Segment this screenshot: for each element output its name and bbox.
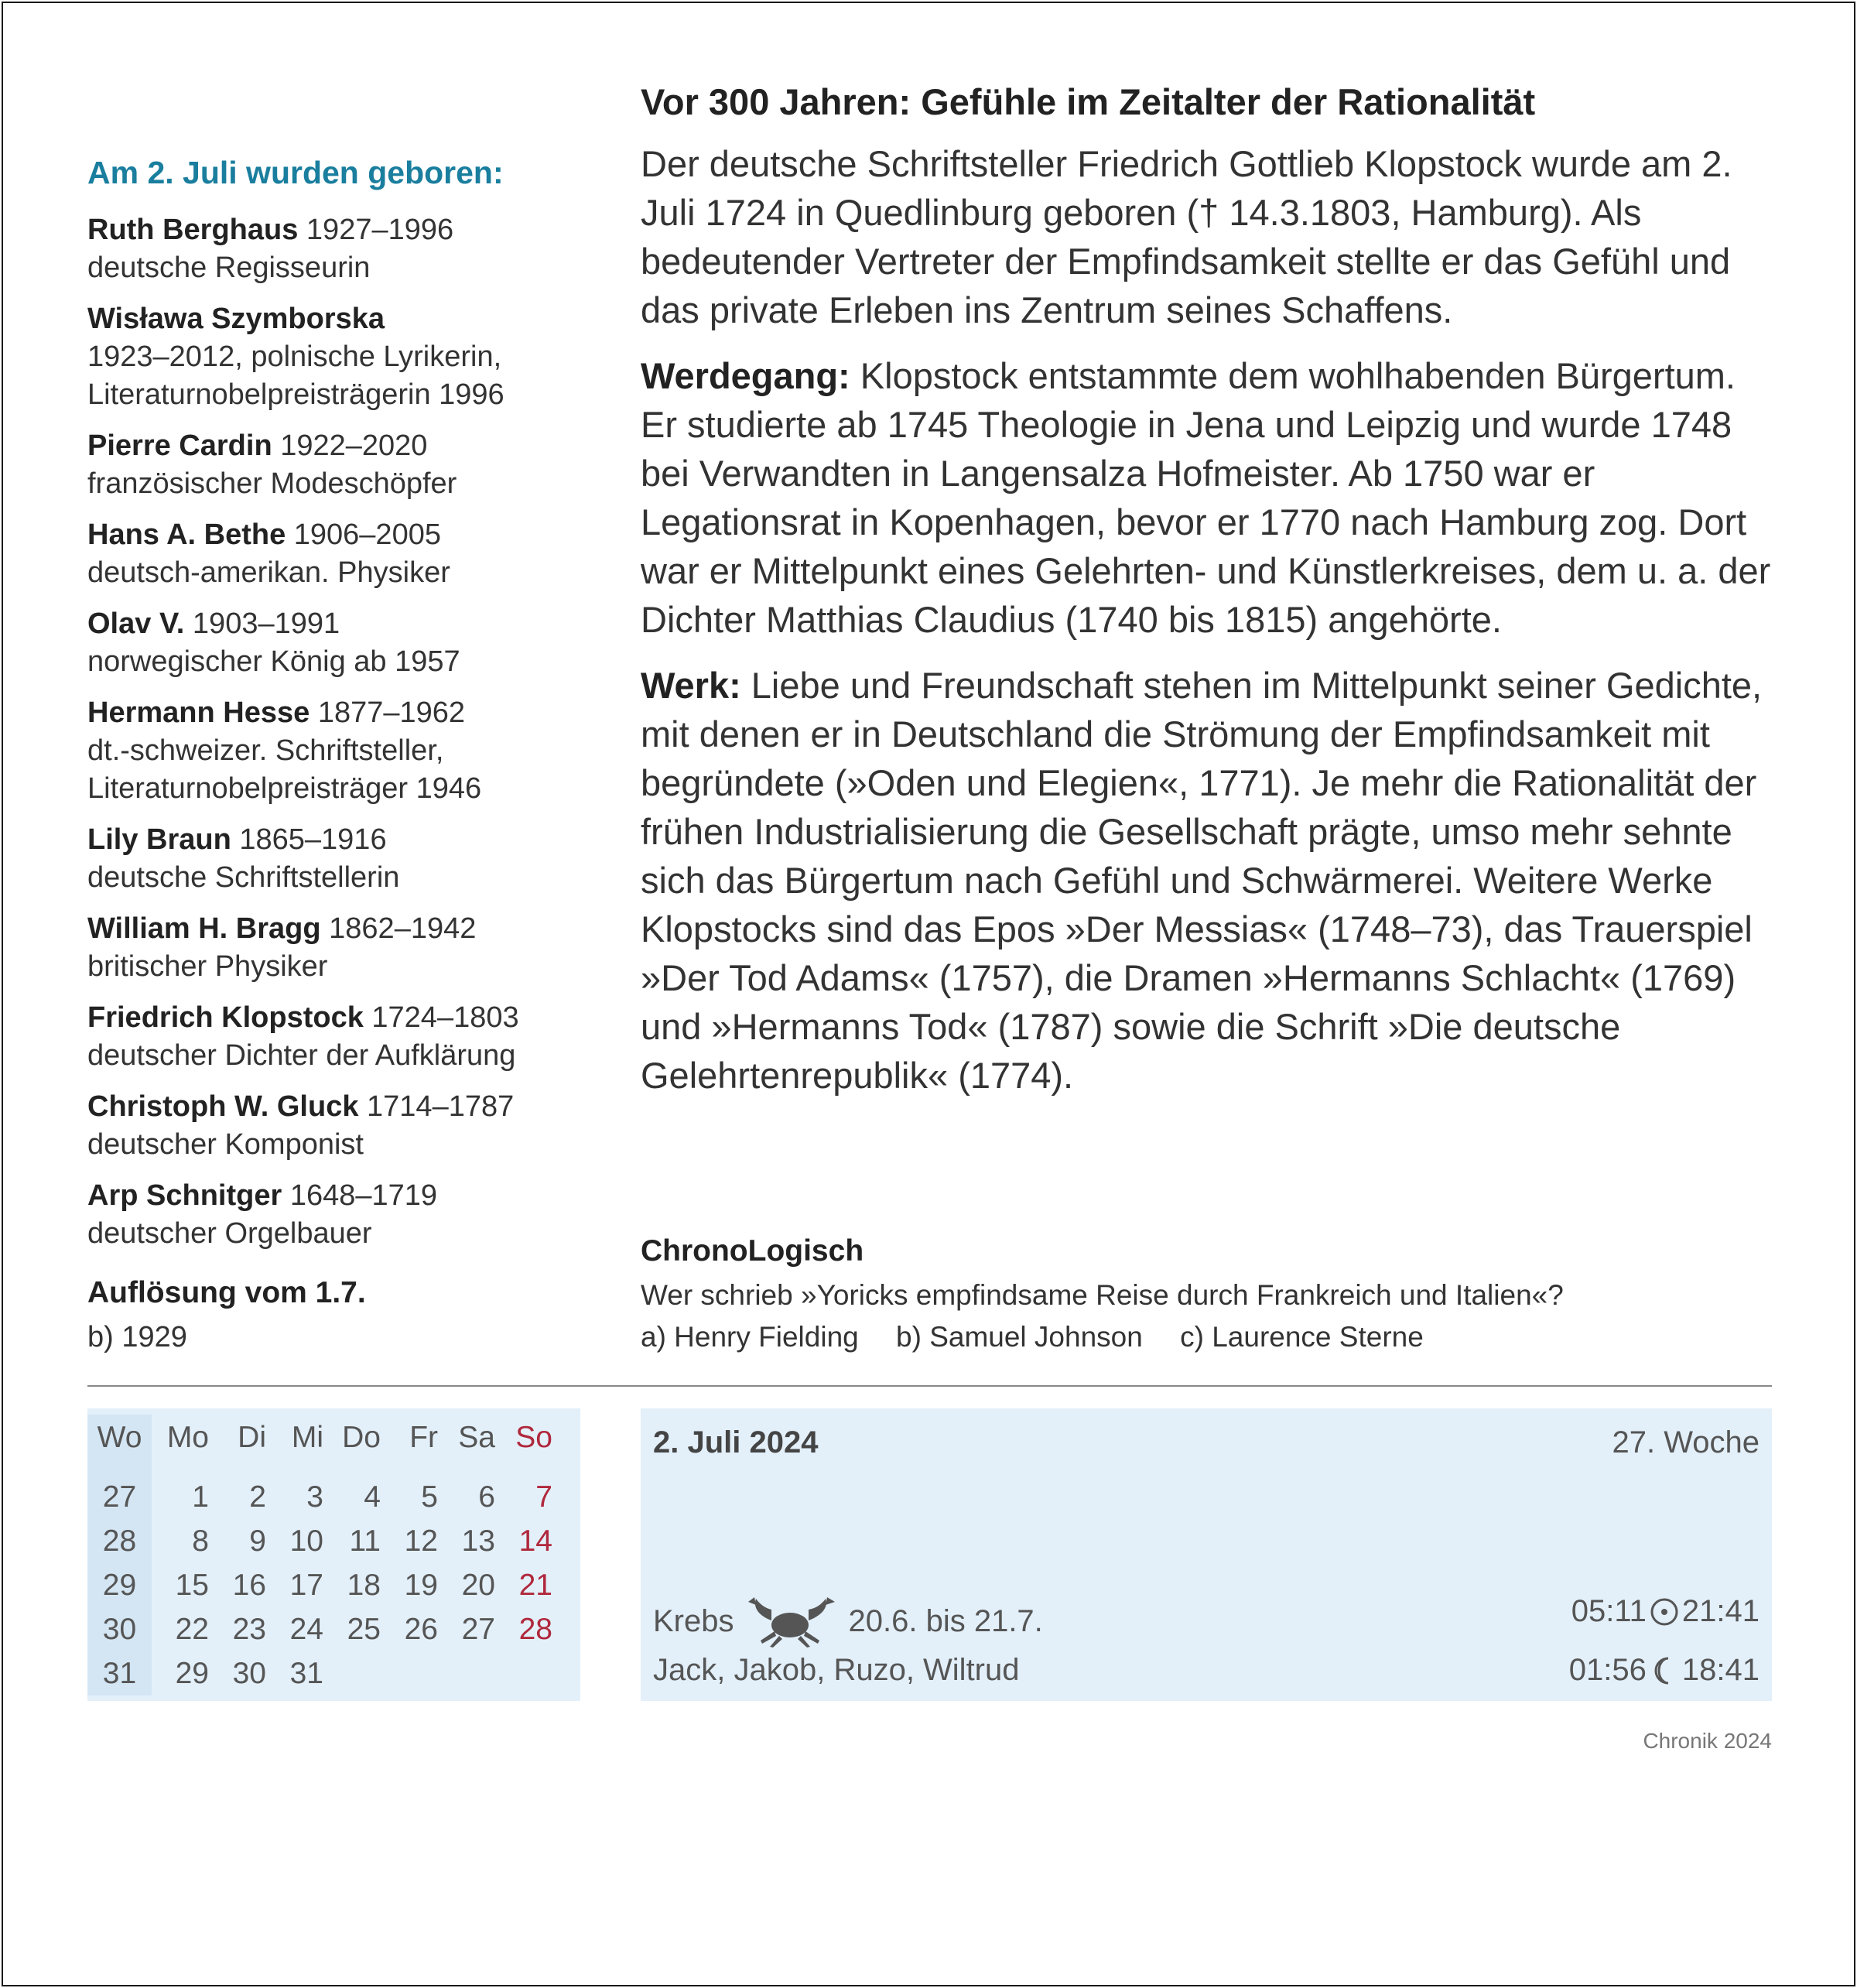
calendar-day-cell: 24 (289, 1612, 323, 1646)
calendar-day-cell: 6 (478, 1480, 495, 1514)
person-description: deutsche Regisseurin (87, 251, 371, 284)
birth-entry (87, 821, 583, 897)
career-label: Werdegang: (641, 355, 850, 396)
person-name: Ruth Berghaus (87, 214, 299, 246)
person-name: Hermann Hesse (87, 696, 310, 729)
person-name: Olav V. (87, 607, 185, 640)
moonset-time: 18:41 (1681, 1653, 1760, 1687)
calendar-day-cell: 18 (347, 1568, 381, 1602)
person-name: William H. Bragg (87, 912, 321, 945)
week-number-cell: 31 (87, 1651, 152, 1695)
calendar-day-cell (438, 1651, 495, 1695)
week-number-cell: 30 (87, 1607, 152, 1651)
calendar-day-cell: 31 (289, 1656, 323, 1690)
calendar-header-day: Fr (409, 1421, 438, 1454)
person-description: deutscher Orgelbauer (87, 1217, 372, 1250)
moonrise-time: 01:56 (1568, 1653, 1647, 1687)
person-years: 1927–1996 (306, 214, 454, 246)
solution-title: Auflösung vom 1.7. (87, 1276, 366, 1309)
footer-credit: Chronik 2024 (1643, 1729, 1772, 1753)
person-description: deutscher Dichter der Aufklärung (87, 1039, 516, 1072)
person-years: 1714–1787 (367, 1090, 515, 1123)
zodiac-name: Krebs (653, 1603, 734, 1638)
calendar-day-cell: 8 (192, 1524, 209, 1558)
calendar-day-cell: 11 (349, 1524, 381, 1558)
person-description: norwegischer König ab 1957 (87, 645, 460, 678)
solution-text: b) 1929 (87, 1321, 187, 1353)
week-number-cell: 29 (87, 1563, 152, 1607)
sun-times (1571, 1594, 1760, 1629)
calendar-header-day: Do (342, 1421, 381, 1454)
calendar-week-row (87, 1519, 552, 1563)
calendar-week-row (87, 1563, 552, 1607)
calendar-day-cell: 9 (249, 1524, 266, 1558)
person-description: britischer Physiker (87, 950, 328, 983)
births-list (87, 211, 583, 1253)
birth-entry (87, 999, 583, 1075)
calendar-header-day: Di (238, 1421, 266, 1454)
births-column (87, 155, 583, 1354)
person-name: Arp Schnitger (87, 1179, 282, 1212)
calendar-header-day: Sa (458, 1421, 495, 1454)
person-name: Pierre Cardin (87, 429, 272, 462)
moon-times (1569, 1653, 1760, 1688)
person-years: 1922–2020 (280, 429, 428, 462)
calendar-day-cell: 20 (461, 1568, 495, 1602)
person-description: dt.-schweizer. Schriftsteller, Literaturnobelpreisträger 1946 (87, 734, 482, 805)
calendar-day-cell: 5 (421, 1480, 438, 1514)
person-name: Hans A. Bethe (87, 518, 286, 551)
calendar-day-cell: 3 (306, 1480, 323, 1514)
calendar-day-cell: 2 (249, 1480, 266, 1514)
week-number: 27. Woche (1612, 1425, 1760, 1459)
work-label: Werk: (641, 665, 741, 706)
day-date: 2. Juli 2024 (653, 1425, 819, 1459)
article-work (641, 661, 1772, 1100)
birth-entry (87, 605, 583, 681)
calendar-week-row (87, 1607, 552, 1651)
calendar-header-row (87, 1415, 552, 1475)
calendar-day-cell: 19 (404, 1568, 438, 1602)
person-years: 1877–1962 (317, 696, 466, 729)
birth-entry (87, 694, 583, 808)
person-name: Christoph W. Gluck (87, 1090, 359, 1123)
person-description: deutsche Schriftstellerin (87, 861, 400, 894)
chrono-option-a: a) Henry Fielding (641, 1321, 859, 1353)
calendar-day-cell: 25 (347, 1612, 381, 1646)
week-number-cell: 28 (87, 1519, 152, 1563)
calendar-day-cell: 16 (232, 1568, 266, 1602)
chrono-title: ChronoLogisch (641, 1234, 864, 1268)
birth-entry (87, 211, 583, 287)
article (641, 77, 1772, 1117)
career-text: Klopstock entstammte dem wohlhabenden Bürgertum. Er studierte ab 1745 Theologie in Jena und Leipzig und wurde 1748 bei Verwandten in Langensalza Hofmeister. Ab 1750 war er Legationsrat in Kopenhagen, bevor er 1770 nach Hamburg zog. Dort war er Mittelpunkt eines Gelehrten- und Künstlerkreises, dem u. a. der Dichter Matthias Claudius (1740 bis 1815) angehörte. (641, 355, 1771, 640)
chrono-question: Wer schrieb »Yoricks empfindsame Reise durch Frankreich und Italien«? (641, 1279, 1564, 1311)
person-description: 1923–2012, polnische Lyrikerin, Literaturnobelpreisträgerin 1996 (87, 340, 504, 411)
person-name: Wisława Szymborska (87, 303, 385, 335)
person-years: 1724–1803 (371, 1001, 519, 1034)
calendar-header-week: Wo (87, 1415, 152, 1475)
birth-entry (87, 1177, 583, 1253)
person-name: Friedrich Klopstock (87, 1001, 364, 1034)
person-years: 1906–2005 (293, 518, 441, 551)
person-description: deutsch-amerikan. Physiker (87, 556, 450, 589)
calendar-week-row (87, 1475, 552, 1519)
day-info-box (641, 1408, 1772, 1701)
calendar-day-cell: 22 (175, 1612, 209, 1646)
calendar-body (87, 1475, 552, 1695)
work-text: Liebe und Freundschaft stehen im Mittelpunkt seiner Gedichte, mit denen er in Deutschland die Strömung der Empfindsamkeit mit begründete (»Oden und Elegien«, 1771). Je mehr die Rationalität der frühen Industrialisierung die Gesellschaft prägte, umso mehr sehnte sich das Bürgertum nach Gefühl und Schwärmerei. Weitere Werke Klopstocks sind das Epos »Der Messias« (1748–73), das Trauerspiel »Der Tod Adams« (1757), die Dramen »Hermanns Schlacht« (1769) und »Hermanns Tod« (1787) sowie die Schrift »Die deutsche Gelehrtenrepublik« (1774). (641, 665, 1763, 1096)
person-years: 1862–1942 (329, 912, 477, 945)
cancer-crab-icon (745, 1594, 838, 1648)
calendar-day-cell: 15 (175, 1568, 209, 1602)
birth-entry (87, 910, 583, 986)
calendar-day-cell: 29 (175, 1656, 209, 1690)
calendar-week-row (87, 1651, 552, 1695)
person-years: 1903–1991 (192, 607, 340, 640)
calendar-day-cell: 23 (232, 1612, 266, 1646)
calendar-day-cell: 27 (461, 1612, 495, 1646)
zodiac-row (653, 1594, 1043, 1648)
name-days: Jack, Jakob, Ruzo, Wiltrud (653, 1653, 1020, 1687)
chrono-options (641, 1321, 1772, 1353)
calendar-day-cell: 13 (461, 1524, 495, 1558)
calendar-day-cell: 30 (232, 1656, 266, 1690)
week-number-cell: 27 (87, 1475, 152, 1519)
calendar-sunday-cell: 28 (518, 1612, 552, 1646)
moon-icon (1650, 1656, 1679, 1685)
calendar-day-cell: 26 (404, 1612, 438, 1646)
chrono-option-b: b) Samuel Johnson (896, 1321, 1143, 1353)
person-name: Lily Braun (87, 823, 231, 856)
calendar-day-cell: 10 (289, 1524, 323, 1558)
calendar-header-day: Mo (166, 1421, 209, 1454)
calendar-header-sunday: So (515, 1421, 552, 1454)
births-title: Am 2. Juli wurden geboren: (87, 155, 504, 190)
calendar-day-cell (323, 1651, 381, 1695)
divider-line (87, 1385, 1772, 1387)
birth-entry (87, 300, 583, 414)
calendar-sunday-cell: 21 (518, 1568, 552, 1602)
sun-icon (1650, 1597, 1679, 1627)
birth-entry (87, 427, 583, 503)
article-intro: Der deutsche Schriftsteller Friedrich Gottlieb Klopstock wurde am 2. Juli 1724 in Quedlinburg geboren († 14.3.1803, Hamburg). Als bedeutender Vertreter der Empfindsamkeit stellte er das Gefühl und das private Erleben ins Zentrum seines Schaffens. (641, 143, 1732, 330)
calendar-day-cell: 4 (364, 1480, 381, 1514)
sunset-time: 21:41 (1681, 1594, 1760, 1628)
birth-entry (87, 1088, 583, 1164)
calendar-sunday-cell: 14 (518, 1524, 552, 1558)
zodiac-range: 20.6. bis 21.7. (848, 1603, 1043, 1638)
person-description: deutscher Komponist (87, 1128, 364, 1161)
chrono-quiz (641, 1234, 1772, 1353)
month-calendar (87, 1408, 580, 1701)
person-description: französischer Modeschöpfer (87, 467, 457, 500)
calendar-day-cell: 17 (289, 1568, 323, 1602)
calendar-header-day: Mi (291, 1421, 323, 1454)
person-years: 1865–1916 (239, 823, 387, 856)
sunrise-time: 05:11 (1571, 1594, 1647, 1628)
chrono-option-c: c) Laurence Sterne (1180, 1321, 1424, 1353)
birth-entry (87, 516, 583, 592)
calendar-day-cell (381, 1651, 438, 1695)
person-years: 1648–1719 (289, 1179, 438, 1212)
calendar-day-cell: 12 (404, 1524, 438, 1558)
calendar-sunday-cell: 7 (535, 1480, 552, 1514)
calendar-day-cell: 1 (192, 1480, 209, 1514)
article-career (641, 351, 1772, 644)
calendar-sunday-cell (495, 1651, 552, 1695)
article-title: Vor 300 Jahren: Gefühle im Zeitalter der Rationalität (641, 81, 1536, 122)
